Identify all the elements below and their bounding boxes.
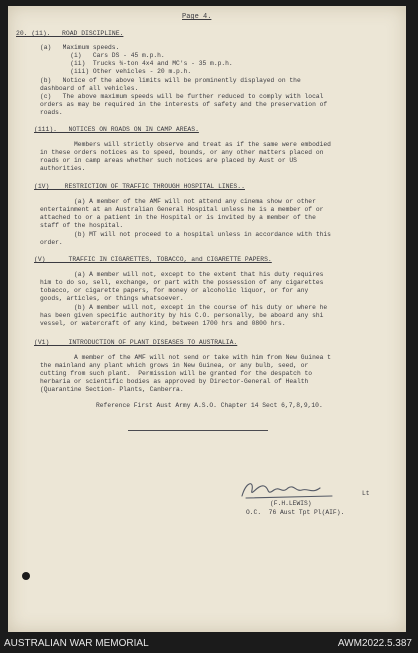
body-line: (b) Notice of the above limits will be prominently displayed on the [40,77,301,84]
body-line: (c) The above maximum speeds will be further reduced to comply with local [40,93,324,100]
body-line: (b) A member will not, except in the course of his duty or where he [40,304,328,311]
body-line: (ii) Trucks ¾-ton 4x4 and MC's - 35 m.p.h. [40,60,233,67]
body-line: (iii) Other vehicles - 20 m.p.h. [40,68,192,75]
body-line: cutting from such plant. Permission will be granted for the despatch to [40,370,313,377]
section-vi-heading: (V1) INTRODUCTION OF PLANT DISEASES TO AUSTRALIA. [34,339,238,346]
body-line: vessel, or watercraft of any kind, between 1700 hrs and 0800 hrs. [40,320,286,327]
section-111-heading: (111). NOTICES ON ROADS ON IN CAMP AREAS. [34,126,199,133]
body-line: (a) A member will not, except to the extent that his duty requires [40,271,324,278]
archive-name: AUSTRALIAN WAR MEMORIAL [4,638,149,649]
body-line: entertainment at an Australian General Hospital unless he is a member of or [40,206,324,213]
signature-scribble [236,476,346,502]
body-line: roads or in camp areas whether such notices are placed by Aust or US [40,157,297,164]
body-line: (b) MT will not proceed to a hospital unless in accordance with this [40,231,331,238]
body-line: (a) A member of the AMF will not attend any cinema show or other [40,198,316,205]
body-line: attached to or a patient in the Hospital or is invited by a member of the [40,214,316,221]
body-line: in these orders notices as to speed, bounds, or any other matters placed on [40,149,324,156]
divider-rule [128,430,268,431]
body-line: authorities. [40,165,86,172]
body-line: herbaria or scientific bodies as approved by Director-General of Health [40,378,309,385]
body-line: tobacco, or cigarette papers, for money or alcoholic liquor, or for any [40,287,309,294]
body-line: orders as may be required in the interests of safety and the preservation of [40,101,328,108]
body-line: (Quarantine Section- Plants, Canberra. [40,386,184,393]
section-1v-heading: (1V) RESTRICTION OF TRAFFIC THROUGH HOSPITAL LINES.. [34,183,245,190]
signature-rank: Lt [362,490,370,497]
archive-footer [0,634,418,653]
body-line: has been given specific authority by his C.O. personally, be aboard any shi [40,312,324,319]
body-line: the mainland any plant which grows in New Guinea, or any bulb, seed, or [40,362,309,369]
body-line: staff of the hospital. [40,222,124,229]
signatory-title: O.C. 76 Aust Tpt Pl(AIF). [246,509,345,516]
body-line: (i) Cars DS - 45 m.p.h. [40,52,165,59]
body-line: Members will strictly observe and treat as if the same were embodied [40,141,331,148]
signatory-name: (F.H.LEWIS) [270,500,312,507]
section-20-heading: 20. (11). ROAD DISCIPLINE. [16,30,124,37]
page-number: Page 4. [182,13,212,21]
document-page [8,6,406,632]
body-line: (a) Maximum speeds. [40,44,120,51]
body-line: roads. [40,109,63,116]
body-line: goods, articles, or things whatsoever. [40,295,184,302]
body-line: dashboard of all vehicles. [40,85,139,92]
body-line: him to do so, sell, exchange, or part with the possession of any cigarettes [40,279,324,286]
body-line: order. [40,239,63,246]
reference-line: Reference First Aust Army A.S.O. Chapter 14 Sect 6,7,8,9,10. [96,402,323,409]
body-line: A member of the AMF will not send or take with him from New Guinea t [40,354,331,361]
archive-reference: AWM2022.5.387 [337,638,412,649]
punch-hole [22,572,30,580]
section-v-heading: (V) TRAFFIC IN CIGARETTES, TOBACCO, and CIGARETTE PAPERS. [34,256,272,263]
